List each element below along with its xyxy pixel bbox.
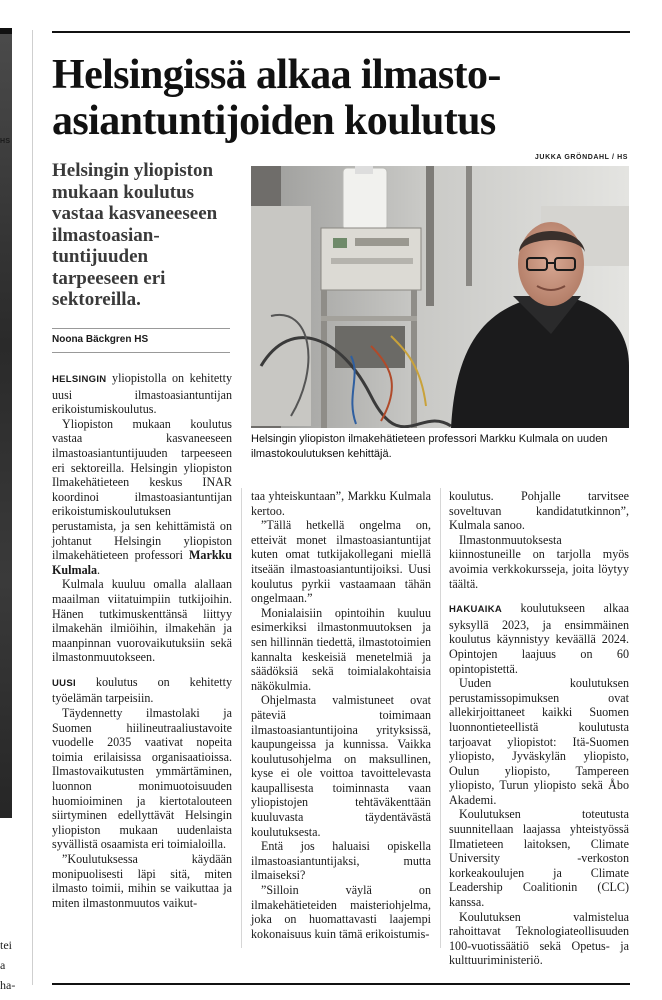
paragraph-text: Yliopiston mukaan koulutus vastaa kasvaneeseen ilmastoasiantuntijuuden tarpeeseen eri sektoreilla. Helsingin yliopiston Ilmakehätieteen keskus INAR koordinoi ilmastoasiantuntijan erikoistumiskoulutuksen perustamista, ja sen kehittämistä on johtanut Helsingin yliopiston ilmakehätieteen professori <box>52 416 232 563</box>
adjacent-text-line: tei <box>0 938 12 952</box>
column-separator <box>440 488 441 948</box>
paragraph: ”Tällä hetkellä ongelma on, etteivät monet ilmastoasiantuntijat kuten omat tutkijakollegani miellä itseään ilmastoasiantuntijoiksi. Uusi koulutus pyrkii vastaamaan tähän ongelmaan.” <box>251 518 431 606</box>
top-rule <box>52 31 630 33</box>
column-separator <box>241 488 242 948</box>
paragraph <box>52 675 232 706</box>
adjacent-photo-top <box>0 28 12 34</box>
paragraph-text: koulutukseen alkaa syksyllä 2023, ja ensimmäinen koulutus käynnistyy keväällä 2024. Opintojen laajuus on 60 opintopistettä. <box>449 601 629 676</box>
person-name: Markku Kulmala <box>52 548 232 577</box>
photo-credit: JUKKA GRÖNDAHL / HS <box>534 154 628 161</box>
section-kicker: HAKUAIKA <box>449 604 503 616</box>
paragraph-text: . <box>97 562 101 577</box>
paragraph: Ilmastonmuutoksesta kiinnostuneille on tarjolla myös avoimia verkkokursseja, joita löytyy täältä. <box>449 532 629 591</box>
adjacent-text-fragment <box>0 935 18 995</box>
paragraph <box>52 371 232 417</box>
byline-rule-bottom <box>52 352 230 353</box>
paragraph: Kulmala kuuluu omalla alallaan maailman viitatuimpiin tutkijoihin. Hänen tutkimuskenttänsä liittyy ilmakehän ilmiöihin, ilmakehän ja maanpinnan vuorovaikutuksiin sekä ilmastonmuutokseen. <box>52 577 232 665</box>
paragraph: Entä jos haluaisi opiskella ilmastoasiantuntijaksi, mutta ilmaiseksi? <box>251 839 431 883</box>
adjacent-photo-credit: HS <box>0 138 11 145</box>
paragraph-text: koulutus on kehitetty työelämän tarpeisiin. <box>52 674 232 706</box>
article-photo <box>251 166 629 428</box>
paragraph: ”Silloin väylä on ilmakehätieteiden maisteriohjelma, joka on huomattavasti laajempi kokonaisuus kuin tämä erikoistumis- <box>251 883 431 941</box>
paragraph: ”Koulutuksessa käydään monipuolisesti läpi sitä, miten ilmasto toimii, mihin se vaikuttaa ja miten ilmastonmuutos vaikut- <box>52 852 232 910</box>
adjacent-text-line: ha- <box>0 978 16 992</box>
paragraph-text: yliopistolla on kehitetty uusi ilmastoasiantuntijan erikoistumiskoulutus. <box>52 371 232 417</box>
paragraph <box>52 417 232 578</box>
paragraph: Koulutuksen toteutusta suunnitellaan laajassa yhteistyössä Ilmatieteen laitoksen, Climate University -verkoston korkeakoulujen ja Climate Leadership Coalitionin (CLC) kanssa. <box>449 807 629 910</box>
lead-paragraph: Helsingin yliopiston mukaan koulutus vastaa kasvaneeseen ilmastoasian-tuntijuuden tarpeeseen eri sektoreilla. <box>52 160 218 310</box>
column-divider <box>32 30 33 985</box>
section-kicker: HELSINGIN <box>52 374 107 385</box>
body-column-1 <box>52 371 232 910</box>
paragraph: Ohjelmasta valmistuneet ovat päteviä toimimaan ilmastoasiantuntijoina yrityksissä, kaupungeissa ja kunnissa. Vaikka koulutusohjelma on maksullinen, kyse ei ole voittoa tavoittelevasta kaupallisesta toiminnasta vaan yliopistojen tehtäväkenttään kuuluvasta täydentävästä koulutuksesta. <box>251 693 431 839</box>
body-column-3 <box>449 489 629 968</box>
byline-rule-top <box>52 328 230 329</box>
paragraph: Uuden koulutuksen perustamissopimuksen ovat allekirjoittaneet kaikki Suomen luonnontieteellistä koulutusta tarjoavat yliopistot: Itä-Suomen yliopisto, Jyväskylän yliopisto, Oulun yliopisto, Tampereen yliopisto, Turun yliopisto sekä Åbo Akademi. <box>449 676 629 807</box>
paragraph <box>449 601 629 676</box>
headline: Helsingissä alkaa ilmasto-asiantuntijoiden koulutus <box>52 52 501 144</box>
paragraph: Täydennetty ilmastolaki ja Suomen hiilineutraaliustavoite vuodelle 2035 vaativat nopeita toimia erilaisissa organisaatioissa. Ilmastovaikutusten ymmärtäminen, luonnon monimuotoisuuden huomioiminen ja kiertotalouteen siirtyminen edellyttävät Helsingin yliopiston mukaan uudenlaista syvällistä osaamista eri toimialoilla. <box>52 706 232 852</box>
paragraph: Koulutuksen valmistelua rahoittavat Teknologiateollisuuden 100-vuotissäätiö sekä Opetus- ja kulttuuriministeriö. <box>449 909 629 968</box>
adjacent-photo-edge <box>0 28 12 818</box>
photo-caption: Helsingin yliopiston ilmakehätieteen professori Markku Kulmala on uuden ilmastokoulutuksen kehittäjä. <box>251 433 608 460</box>
paragraph: koulutus. Pohjalle tarvitsee soveltuvan kandidatutkinnon”, Kulmala sanoo. <box>449 489 629 533</box>
body-column-2 <box>251 489 431 941</box>
paragraph: taa yhteiskuntaan”, Markku Kulmala kertoo. <box>251 489 431 518</box>
adjacent-text-line: a <box>0 958 6 972</box>
byline: Noona Bäckgren HS <box>52 334 149 345</box>
section-kicker: UUSI <box>52 677 76 689</box>
bottom-rule <box>52 983 630 985</box>
paragraph: Monialaisiin opintoihin kuuluu esimerkiksi ilmastonmuutoksen ja sen hillinnän tiedettä, ilmastotoimien kannalta keskeisiä menetelmiä ja säädöksiä sekä toimialakohtaisia näkökulmia. <box>251 605 431 693</box>
